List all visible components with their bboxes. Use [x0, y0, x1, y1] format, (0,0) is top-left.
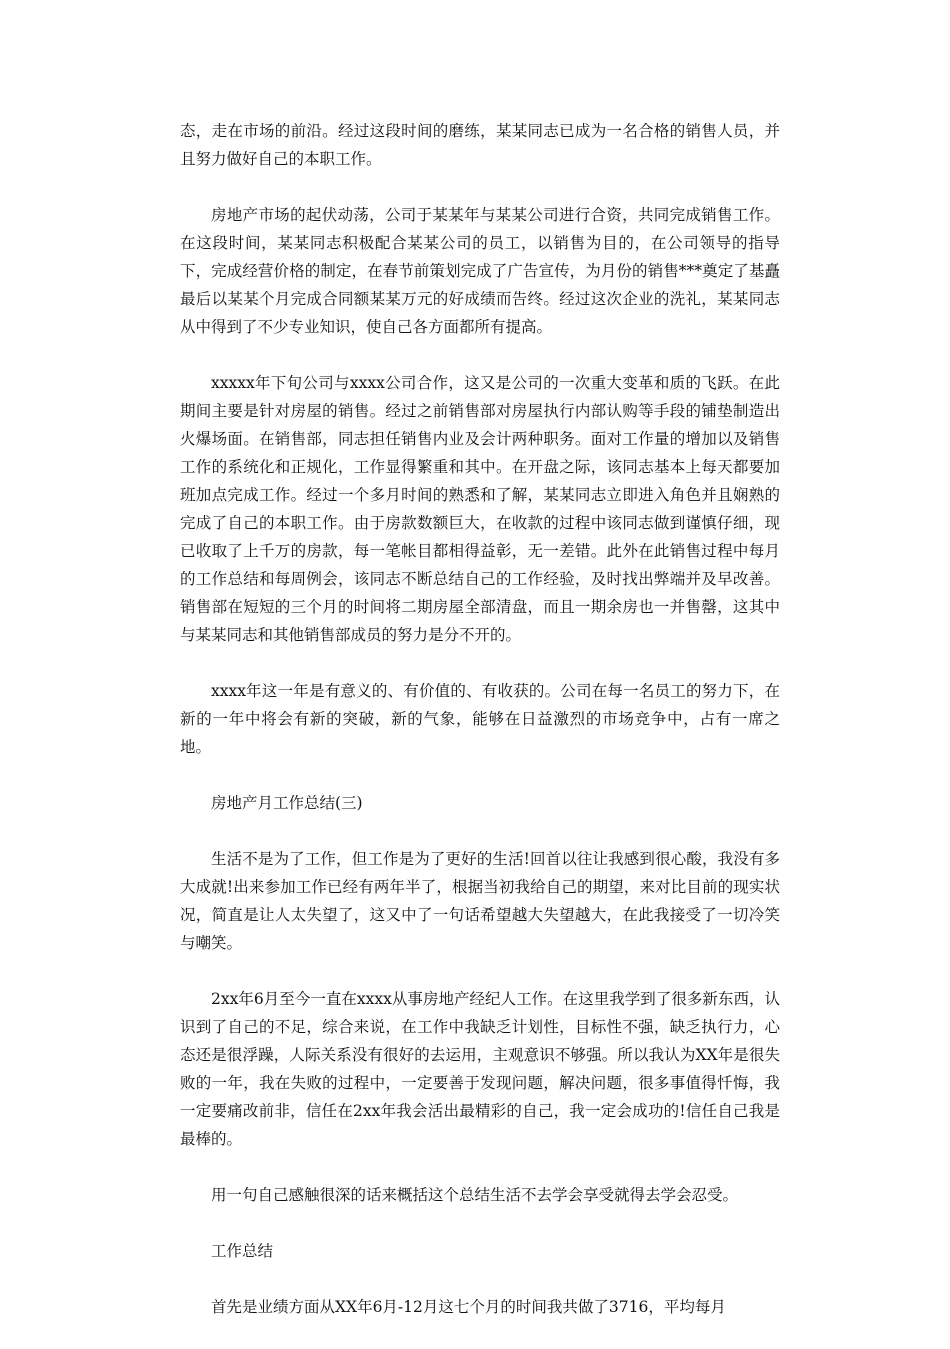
paragraph-continued: 态，走在市场的前沿。经过这段时间的磨练，某某同志已成为一名合格的销售人员，并且努力做好自己的本职工作。 [180, 122, 780, 168]
section-heading-monthly-summary: 房地产月工作总结(三) [211, 794, 363, 812]
document-body [180, 117, 780, 1349]
paragraph-life-work: 生活不是为了工作，但工作是为了更好的生活!回首以往让我感到很心酸，我没有多大成就!出来参加工作已经有两年半了，根据当初我给自己的期望，来对比目前的现实状况，简直是让人太失望了，这又中了一句话希望越大失望越大，在此我接受了一切冷笑与嘲笑。 [180, 850, 780, 952]
paragraph-quote: 用一句自己感触很深的话来概括这个总结生活不去学会享受就得去学会忍受。 [211, 1186, 739, 1204]
paragraph-year-summary: xxxx年这一年是有意义的、有价值的、有收获的。公司在每一名员工的努力下，在新的一年中将会有新的突破，新的气象，能够在日益激烈的市场竞争中，占有一席之地。 [180, 682, 780, 756]
section-heading-work-summary: 工作总结 [211, 1242, 274, 1260]
paragraph-agent-work: 2xx年6月至今一直在xxxx从事房地产经纪人工作。在这里我学到了很多新东西，认识到了自己的不足，综合来说，在工作中我缺乏计划性，目标性不强，缺乏执行力，心态还是很浮躁，人际关系没有很好的去运用，主观意识不够强。所以我认为XX年是很失败的一年，我在失败的过程中，一定要善于发现问题，解决问题，很多事值得忏悔，我一定要痛改前非，信任在2xx年我会活出最精彩的自己，我一定会成功的!信任自己我是最棒的。 [180, 990, 780, 1148]
paragraph-performance: 首先是业绩方面从XX年6月-12月这七个月的时间我共做了3716，平均每月 [211, 1298, 726, 1316]
paragraph-cooperation: xxxxx年下旬公司与xxxx公司合作，这又是公司的一次重大变革和质的飞跃。在此期间主要是针对房屋的销售。经过之前销售部对房屋执行内部认购等手段的铺垫制造出火爆场面。在销售部，同志担任销售内业及会计两种职务。面对工作量的增加以及销售工作的系统化和正规化，工作显得繁重和其中。在开盘之际，该同志基本上每天都要加班加点完成工作。经过一个多月时间的熟悉和了解，某某同志立即进入角色并且娴熟的完成了自己的本职工作。由于房款数额巨大，在收款的过程中该同志做到谨慎仔细，现已收取了上千万的房款，每一笔帐目都相得益彰，无一差错。此外在此销售过程中每月的工作总结和每周例会，该同志不断总结自己的工作经验，及时找出弊端并及早改善。销售部在短短的三个月的时间将二期房屋全部清盘，而且一期余房也一并售罄，这其中与某某同志和其他销售部成员的努力是分不开的。 [180, 374, 780, 644]
paragraph-joint-venture: 房地产市场的起伏动荡，公司于某某年与某某公司进行合资，共同完成销售工作。在这段时间，某某同志积极配合某某公司的员工，以销售为目的，在公司领导的指导下，完成经营价格的制定，在春节前策划完成了广告宣传，为月份的销售***奠定了基矗最后以某某个月完成合同额某某万元的好成绩而告终。经过这次企业的洗礼，某某同志从中得到了不少专业知识，使自己各方面都所有提高。 [180, 206, 780, 336]
